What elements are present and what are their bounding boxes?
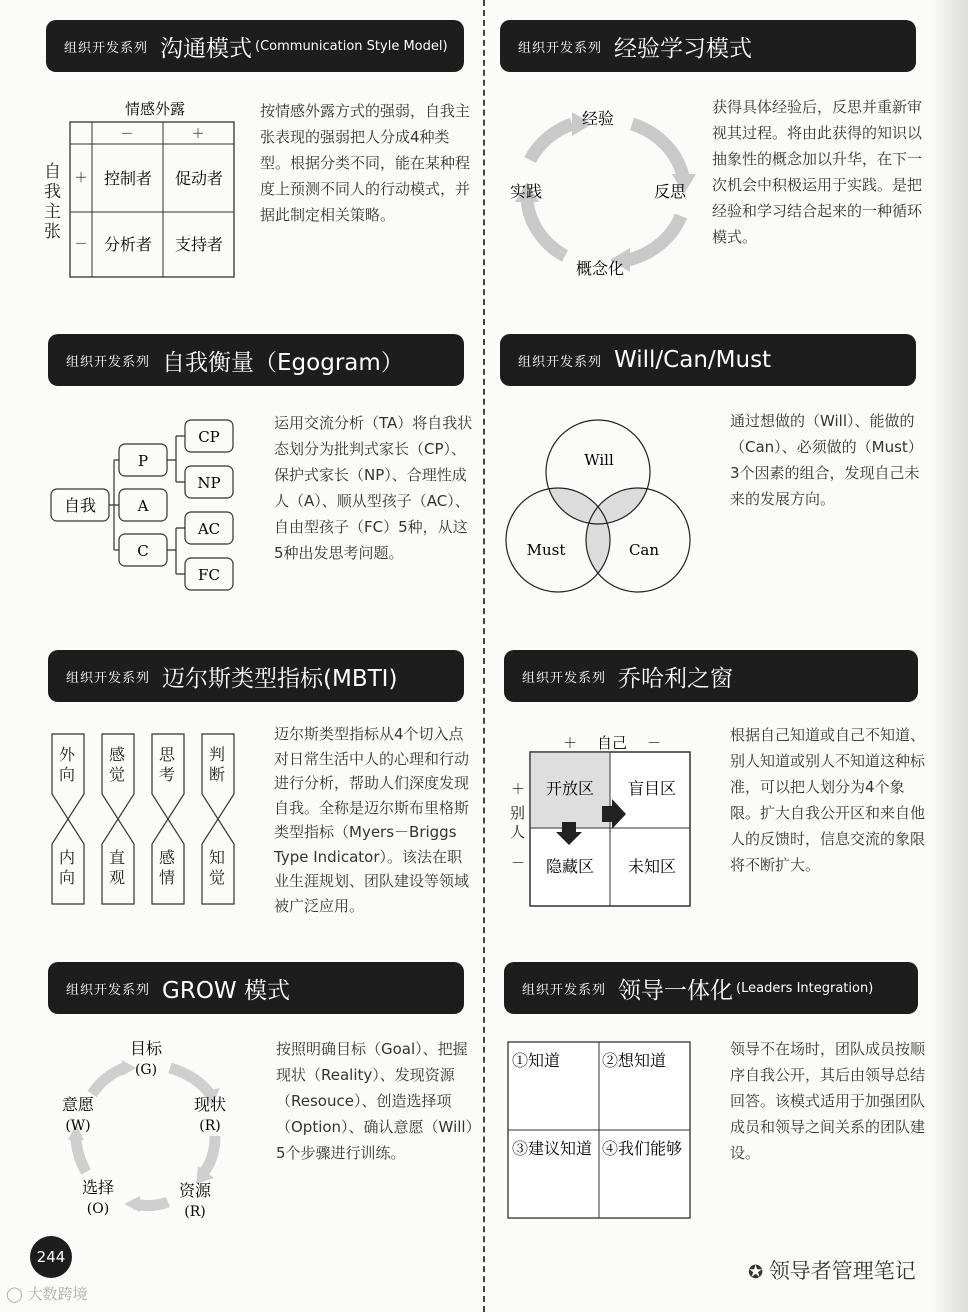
mbti-thinking: 思考 [159, 745, 176, 784]
cycle-arrow-arc-3 [527, 200, 565, 256]
cycle-node-practice: 实践 [509, 182, 543, 201]
mbti-sensing: 感觉 [109, 745, 126, 784]
tree-leaf-ac: AC [197, 520, 221, 538]
mbti-extraversion: 外向 [59, 745, 76, 784]
grow-cycle [52, 1036, 242, 1222]
grow-step-option-letter: (O) [86, 1201, 110, 1217]
section-title: 迈尔斯类型指标(MBTI) [162, 665, 398, 692]
grow-step-reality: 现状 [193, 1095, 227, 1114]
series-label: 组织开发系列 [518, 40, 603, 56]
section-title: 领导一体化 [618, 977, 734, 1004]
leaders-description: 领导不在场时，团队成员按顺序自我公开，其后由领导总结回答。该模式适用于加强团队成员和领导之间关系的团队建设。 [730, 1040, 926, 1162]
header-egogram [48, 334, 464, 386]
leaders-cell-we-can: ④我们能够 [602, 1139, 683, 1158]
header-mbti [48, 650, 464, 702]
venn-will: Will [584, 451, 614, 469]
grow-step-will: 意愿 [61, 1095, 95, 1114]
section-title: GROW 模式 [162, 977, 290, 1004]
header-will-can-must [500, 334, 916, 386]
header-grow-model [48, 962, 464, 1014]
grow-arrow-arc-1 [170, 1068, 210, 1094]
communication-style-grid [40, 92, 240, 282]
johari-left-plus: ＋ [511, 782, 525, 798]
cycle-node-experience: 经验 [581, 109, 615, 128]
series-label: 组织开发系列 [522, 982, 607, 998]
section-title: 经验学习模式 [614, 35, 753, 62]
header-communication-style [46, 20, 464, 72]
wechat-icon: ✪ [748, 1262, 769, 1283]
grow-step-option: 选择 [81, 1178, 115, 1197]
row-minus-label: － [74, 237, 88, 252]
will-can-must-description: 通过想做的（Will）、能做的（Can）、必须做的（Must）3个因素的组合，发现自己未来的发展方向。 [730, 412, 923, 508]
watermark-logo-icon: ◯ [6, 1285, 28, 1303]
cycle-arrow-arc-2 [628, 216, 681, 260]
communication-description: 按情感外露方式的强弱，自我主张表现的强弱把人分成4种类型。根据分类不同，能在某种程度上预测不同人的行动模式，并据此制定相关策略。 [260, 102, 471, 224]
page-edge-shadow [930, 0, 968, 1312]
experiential-learning-cycle [500, 98, 715, 288]
grow-step-goal-letter: (G) [134, 1062, 158, 1078]
johari-window-grid [506, 728, 692, 910]
leaders-integration-grid [506, 1040, 692, 1222]
johari-left-label: 别人 [510, 804, 526, 841]
johari-cell-blind: 盲目区 [627, 779, 677, 798]
tree-leaf-np: NP [197, 474, 221, 492]
grow-arrow-arc-5 [92, 1068, 124, 1094]
johari-top-minus: － [647, 736, 661, 752]
header-experiential-learning [500, 20, 916, 72]
will-can-must-venn [502, 414, 698, 600]
johari-cell-unknown: 未知区 [627, 857, 677, 876]
mbti-description: 迈尔斯类型指标从4个切入点对日常生活中人的心理和行动进行分析，帮助人们深度发现自我。全称是迈尔斯布里格斯类型指标（Myers－Briggs Type Indicator）。该法在职业生涯规划、团队建设等领域被广泛应用。 [274, 725, 470, 915]
series-label: 组织开发系列 [518, 354, 603, 370]
series-label: 组织开发系列 [522, 670, 607, 686]
johari-cell-open: 开放区 [545, 779, 595, 798]
tree-node-p: P [137, 452, 149, 470]
grow-step-will-letter: (W) [65, 1118, 91, 1134]
cycle-node-conceptualize: 概念化 [575, 259, 625, 278]
experiential-description: 获得具体经验后，反思并重新审视其过程。将由此获得的知识以抽象性的概念加以升华，在下一次机会中积极运用于实践。是把经验和学习结合起来的一种循环模式。 [712, 98, 923, 246]
mbti-intuition: 直观 [109, 848, 126, 887]
grid-top-label: 情感外露 [124, 100, 186, 118]
leaders-cell-know: ①知道 [512, 1051, 561, 1070]
col-minus-label: － [120, 127, 134, 142]
johari-left-minus: － [511, 856, 525, 872]
grow-step-resource: 资源 [178, 1181, 212, 1200]
tree-node-a: A [137, 497, 149, 515]
page-number: 244 [30, 1236, 72, 1278]
johari-top-label: 自己 [596, 734, 628, 752]
row-plus-label: ＋ [74, 171, 88, 186]
series-label: 组织开发系列 [66, 670, 151, 686]
cell-analyzer: 分析者 [103, 235, 153, 254]
grid-left-label: 自我主张 [44, 162, 61, 242]
mbti-introversion: 内向 [59, 848, 76, 887]
header-johari-window [504, 650, 918, 702]
cell-controller: 控制者 [103, 169, 153, 188]
cell-promoter: 促动者 [174, 169, 224, 188]
egogram-description: 运用交流分析（TA）将自我状态划分为批判式家长（CP）、保护式家长（NP）、合理性成人（A）、顺从型孩子（AC）、自由型孩子（FC）5种，从这5种出发思考问题。 [274, 414, 473, 562]
section-title-en: (Communication Style Model) [255, 38, 448, 54]
egogram-tree [48, 412, 248, 598]
header-leaders-integration [504, 962, 918, 1014]
center-dashed-divider [483, 0, 485, 1312]
tree-leaf-cp: CP [198, 428, 220, 446]
section-title: 自我衡量（Egogram） [162, 349, 404, 376]
cell-supporter: 支持者 [174, 235, 224, 254]
venn-can: Can [628, 541, 660, 559]
cycle-node-reflection: 反思 [653, 182, 687, 201]
section-title-en: (Leaders Integration) [736, 980, 874, 996]
cycle-arrow-arc-1 [632, 124, 683, 176]
section-title: Will/Can/Must [614, 347, 772, 373]
tree-root-self: 自我 [63, 496, 97, 515]
tree-leaf-fc: FC [198, 566, 220, 584]
mbti-judging: 判断 [209, 745, 226, 784]
mbti-feeling: 感情 [159, 848, 176, 887]
grow-arrow-arc-4 [76, 1136, 86, 1172]
johari-top-plus: ＋ [563, 736, 577, 752]
venn-must: Must [526, 541, 566, 559]
leaders-cell-want-to-know: ②想知道 [602, 1051, 667, 1070]
grow-description: 按照明确目标（Goal）、把握现状（Reality）、发现资源（Resouce）、创造选择项（Option）、确认意愿（Will）5个步骤进行训练。 [276, 1040, 474, 1162]
leaders-cell-suggest-know: ③建议知道 [512, 1139, 593, 1158]
grow-step-reality-letter: (R) [199, 1118, 221, 1134]
section-title: 乔哈利之窗 [618, 665, 734, 692]
johari-description: 根据自己知道或自己不知道、别人知道或别人不知道这种标准，可以把人划分为4个象限。扩大自我公开区和来自他人的反馈时，信息交流的象限将不断扩大。 [730, 726, 926, 874]
series-label: 组织开发系列 [64, 40, 149, 56]
watermark-left: ◯ 大数跨境 [6, 1285, 88, 1303]
tree-node-c: C [137, 542, 149, 560]
johari-cell-hidden: 隐藏区 [545, 857, 595, 876]
grow-step-goal: 目标 [129, 1039, 163, 1058]
mbti-perceiving: 知觉 [209, 848, 226, 887]
watermark-right: ✪ 领导者管理笔记 [748, 1259, 916, 1283]
col-plus-label: ＋ [191, 127, 205, 142]
cycle-arrow-arc-4 [530, 124, 572, 160]
series-label: 组织开发系列 [66, 354, 151, 370]
grow-arrow-arc-2 [204, 1136, 215, 1172]
section-title: 沟通模式 [160, 35, 253, 62]
grow-step-resource-letter: (R) [184, 1204, 206, 1220]
series-label: 组织开发系列 [66, 982, 151, 998]
